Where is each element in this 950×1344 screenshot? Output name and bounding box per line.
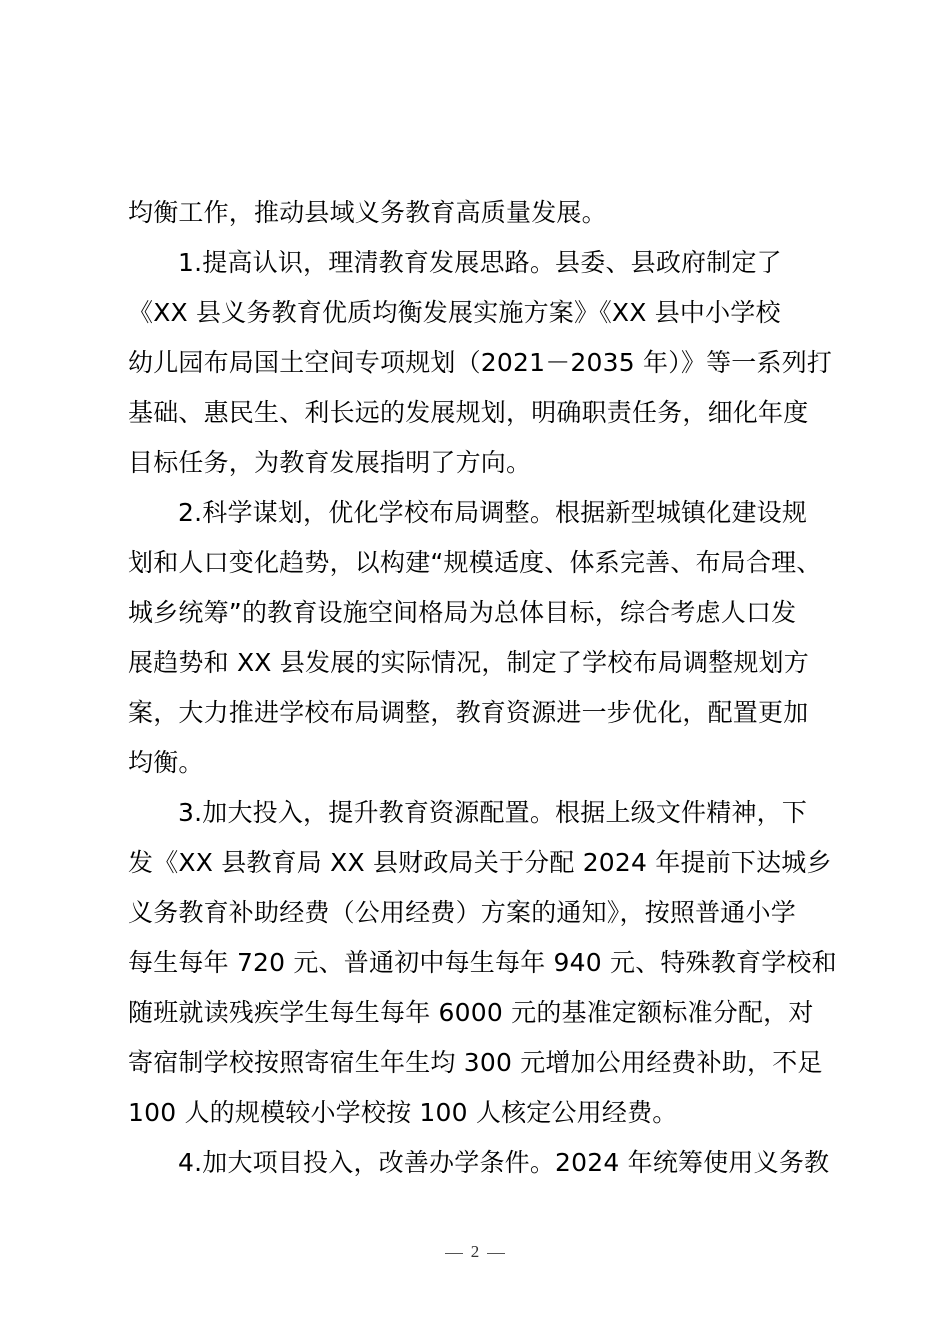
text-line: 《XX 县义务教育优质均衡发展实施方案》《XX 县中小学校 bbox=[128, 298, 781, 327]
text-line-section-1-heading: 1.提高认识，理清教育发展思路。县委、县政府制定了 bbox=[178, 248, 782, 277]
text-line: 案，大力推进学校布局调整，教育资源进一步优化，配置更加 bbox=[128, 698, 809, 727]
text-line: 划和人口变化趋势，以构建“规模适度、体系完善、布局合理、 bbox=[128, 548, 822, 577]
text-line-section-3-heading: 3.加大投入，提升教育资源配置。根据上级文件精神，下 bbox=[178, 798, 808, 827]
text-line: 寄宿制学校按照寄宿生年生均 300 元增加公用经费补助，不足 bbox=[128, 1048, 823, 1077]
text-line: 均衡工作，推动县域义务教育高质量发展。 bbox=[128, 198, 607, 227]
text-line: 展趋势和 XX 县发展的实际情况，制定了学校布局调整规划方 bbox=[128, 648, 809, 677]
page-number: 2 bbox=[470, 1242, 480, 1261]
text-line: 均衡。 bbox=[128, 748, 204, 777]
text-line: 发《XX 县教育局 XX 县财政局关于分配 2024 年提前下达城乡 bbox=[128, 848, 832, 877]
footer-dash-left bbox=[445, 1253, 463, 1254]
text-line: 每生每年 720 元、普通初中每生每年 940 元、特殊教育学校和 bbox=[128, 948, 837, 977]
text-line-section-2-heading: 2.科学谋划，优化学校布局调整。根据新型城镇化建设规 bbox=[178, 498, 808, 527]
text-line: 义务教育补助经费（公用经费）方案的通知》，按照普通小学 bbox=[128, 898, 796, 927]
text-line: 基础、惠民生、利长远的发展规划，明确职责任务，细化年度 bbox=[128, 398, 809, 427]
text-line: 城乡统筹”的教育设施空间格局为总体目标，综合考虑人口发 bbox=[128, 598, 797, 627]
body-text bbox=[128, 188, 837, 1188]
text-line: 100 人的规模较小学校按 100 人核定公用经费。 bbox=[128, 1098, 678, 1127]
text-line: 幼儿园布局国土空间专项规划（2021－2035 年）》等一系列打 bbox=[128, 348, 833, 377]
footer-dash-right bbox=[487, 1253, 505, 1254]
text-line: 随班就读残疾学生每生每年 6000 元的基准定额标准分配，对 bbox=[128, 998, 814, 1027]
text-line-section-4-heading: 4.加大项目投入，改善办学条件。2024 年统筹使用义务教 bbox=[178, 1148, 830, 1177]
page-footer bbox=[0, 1242, 950, 1262]
text-line: 目标任务，为教育发展指明了方向。 bbox=[128, 448, 532, 477]
